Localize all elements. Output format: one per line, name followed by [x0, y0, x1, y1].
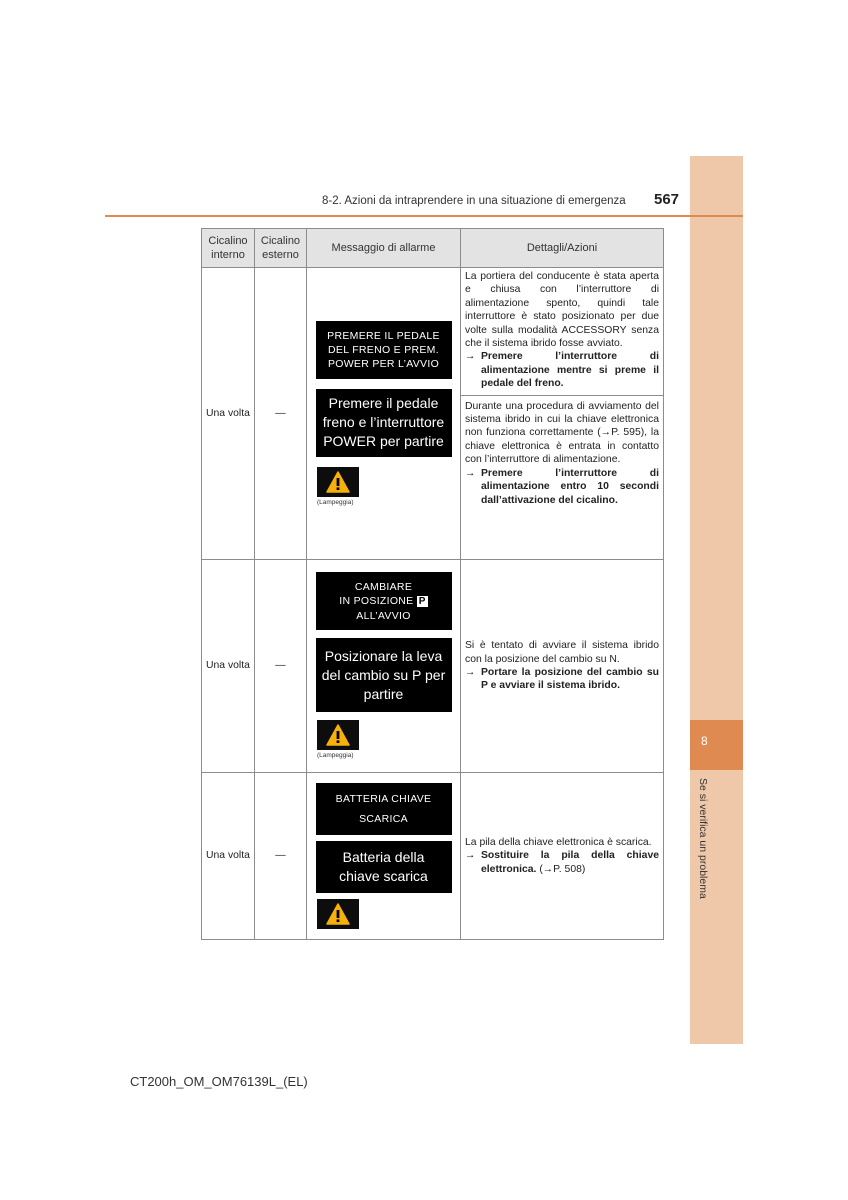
header-internal-buzzer: Cicalino interno — [202, 229, 255, 268]
table-row — [202, 268, 664, 560]
display-message-small-line: CAMBIARE — [354, 580, 413, 593]
arrow-icon: → — [465, 351, 476, 363]
detail-action-text: Premere l’interruttore di alimentazione entro 10 secondi dall’attivazione del cicalino. — [481, 467, 659, 506]
blink-caption: (Lampeggia) — [317, 752, 354, 759]
display-message-large-text: Premere il pedale freno e l’interruttore POWER per partire — [322, 395, 445, 449]
header-external-buzzer: Cicalino esterno — [255, 229, 307, 268]
display-message-small-line: IN POSIZIONE — [339, 594, 414, 607]
blink-caption: (Lampeggia) — [317, 498, 354, 506]
display-message-small-line: ALL’AVVIO — [356, 609, 411, 622]
external-buzzer-cell: — — [255, 268, 307, 560]
display-message-large — [316, 389, 452, 457]
detail-text: La portiera del conducente è stata aperta e chiusa con l’interruttore di alimentazione spento, quindi tale interruttore è stato posizionato per due volte sulla modalità ACCESSORY senza che il sistema ibrido fosse avviato. — [465, 271, 659, 350]
warning-triangle-icon — [317, 720, 359, 750]
table-header-row — [202, 229, 664, 268]
warning-table — [201, 228, 664, 940]
detail-action — [465, 666, 659, 693]
page-number: 567 — [654, 191, 680, 208]
display-message-large — [316, 841, 452, 893]
display-message-small — [316, 783, 452, 835]
detail-action — [465, 350, 659, 390]
arrow-icon: → — [465, 667, 476, 678]
page-reference: (→P. 508) — [539, 863, 586, 875]
external-buzzer-cell: — — [255, 560, 307, 773]
internal-buzzer-cell: Una volta — [202, 268, 255, 560]
header-message: Messaggio di allarme — [307, 229, 461, 268]
message-cell — [307, 268, 461, 560]
warning-indicator — [317, 467, 460, 507]
detail-text: La pila della chiave elettronica è scarica. — [465, 836, 652, 848]
chapter-number: 8 — [701, 734, 708, 748]
detail-action — [465, 467, 659, 507]
display-message-small-text: BATTERIA CHIAVE SCARICA — [335, 793, 432, 825]
display-message-small — [316, 321, 452, 379]
details-cell — [461, 268, 664, 560]
details-cell — [461, 773, 664, 940]
p-position-chip: P — [418, 595, 426, 607]
external-buzzer-cell: — — [255, 773, 307, 940]
warning-triangle-icon — [317, 467, 359, 497]
display-message-small-text: PREMERE IL PEDALE DEL FRENO E PREM. POWER PER L’AVVIO — [327, 329, 440, 370]
chapter-tab — [690, 720, 743, 770]
detail-block — [465, 639, 659, 693]
arrow-icon: → — [465, 850, 476, 862]
detail-action-text: Premere l’interruttore di alimentazione mentre si preme il pedale del freno. — [481, 351, 659, 390]
chapter-label: Se si verifica un problema — [697, 778, 709, 899]
document-code: CT200h_OM_OM76139L_(EL) — [130, 1074, 308, 1089]
message-cell — [307, 773, 461, 940]
internal-buzzer-cell: Una volta — [202, 560, 255, 773]
detail-text: Durante una procedura di avviamento del sistema ibrido in cui la chiave elettronica non funziona correttamente (→P. 595), la chiave elettronica è entrata in contatto con l’interruttore di alimentazione. — [465, 400, 659, 466]
detail-text: Si è tentato di avviare il sistema ibrido con la posizione del cambio su N. — [465, 640, 659, 665]
chapter-side-strip — [690, 156, 743, 1044]
arrow-icon: → — [465, 467, 476, 479]
detail-block — [465, 836, 659, 876]
warning-indicator — [317, 899, 460, 929]
detail-action-text: Portare la posizione del cambio su P e avviare il sistema ibrido. — [481, 667, 659, 692]
display-message-large — [316, 638, 452, 712]
section-title: 8-2. Azioni da intraprendere in una situazione di emergenza — [322, 195, 626, 207]
detail-action — [465, 849, 659, 876]
detail-divider — [461, 395, 663, 396]
display-message-large-text: Batteria della chiave scarica — [339, 849, 428, 884]
warning-triangle-icon — [317, 899, 359, 929]
display-message-large-text: Posizionare la leva del cambio su P per partire — [321, 647, 446, 702]
header-details: Dettagli/Azioni — [461, 229, 664, 268]
table-row — [202, 560, 664, 773]
header-rule — [105, 215, 743, 217]
detail-block — [465, 270, 659, 391]
message-cell — [307, 560, 461, 773]
display-message-small — [316, 572, 452, 630]
detail-block — [465, 400, 659, 507]
detail-action-text: Sostituire la pila della chiave elettronica. — [481, 850, 659, 875]
warning-indicator — [317, 720, 460, 760]
internal-buzzer-cell: Una volta — [202, 773, 255, 940]
table-row — [202, 773, 664, 940]
details-cell — [461, 560, 664, 773]
